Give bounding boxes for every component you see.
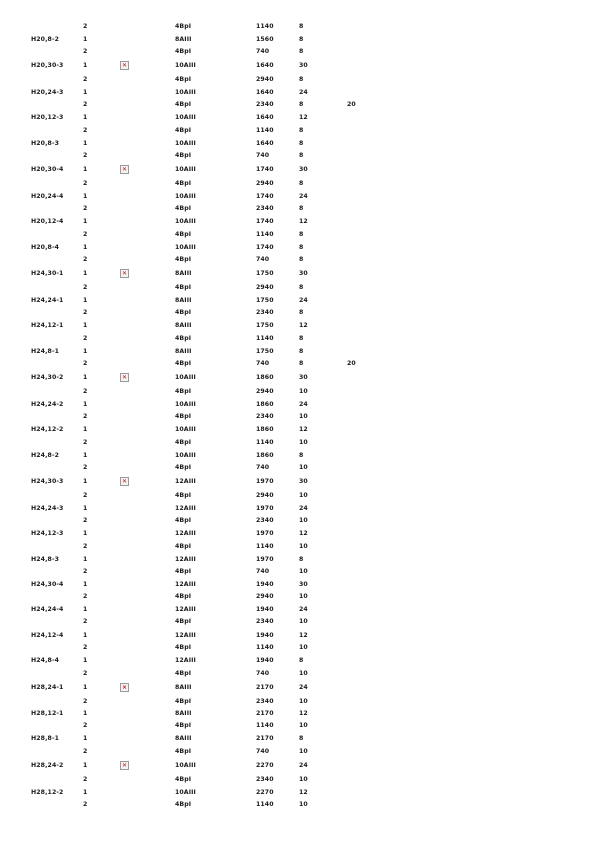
- row-part: 2: [83, 748, 88, 755]
- row-qty: 10: [299, 413, 308, 420]
- row-qty: 8: [299, 76, 304, 83]
- row-qty: 8: [299, 36, 304, 43]
- row-length: 1970: [256, 478, 274, 485]
- row-qty: 30: [299, 374, 308, 381]
- row-qty: 30: [299, 270, 308, 277]
- row-spec: 12AIII: [175, 478, 196, 485]
- row-qty: 10: [299, 670, 308, 677]
- row-spec: 10AIII: [175, 244, 196, 251]
- row-spec: 8AIII: [175, 348, 192, 355]
- row-length: 1860: [256, 374, 274, 381]
- row-qty: 8: [299, 231, 304, 238]
- row-part: 1: [83, 348, 88, 355]
- row-part: 1: [83, 322, 88, 329]
- row-qty: 8: [299, 256, 304, 263]
- row-length: 1740: [256, 193, 274, 200]
- row-qty: 8: [299, 48, 304, 55]
- row-qty: 8: [299, 360, 304, 367]
- row-qty: 10: [299, 543, 308, 550]
- row-qty: 8: [299, 735, 304, 742]
- row-spec: 8AIII: [175, 270, 192, 277]
- row-part: 1: [83, 374, 88, 381]
- row-spec: 4BpI: [175, 23, 192, 30]
- row-qty: 30: [299, 166, 308, 173]
- row-code: H24,8-3: [31, 556, 60, 563]
- row-qty: 8: [299, 309, 304, 316]
- broken-image-small-icon: [120, 683, 129, 692]
- row-code: H20,8-2: [31, 36, 60, 43]
- row-part: 1: [83, 297, 88, 304]
- row-part: 2: [83, 284, 88, 291]
- row-spec: 10AIII: [175, 218, 196, 225]
- row-qty: 8: [299, 140, 304, 147]
- row-qty: 12: [299, 632, 308, 639]
- row-length: 2940: [256, 593, 274, 600]
- row-part: 2: [83, 776, 88, 783]
- row-part: 1: [83, 270, 88, 277]
- row-spec: 4BpI: [175, 776, 192, 783]
- row-length: 2940: [256, 180, 274, 187]
- row-length: 1140: [256, 722, 274, 729]
- row-length: 1140: [256, 231, 274, 238]
- row-part: 1: [83, 244, 88, 251]
- row-code: H24,12-1: [31, 322, 64, 329]
- row-spec: 10AIII: [175, 374, 196, 381]
- row-length: 1740: [256, 244, 274, 251]
- row-code: H28,24-1: [31, 684, 64, 691]
- row-spec: 4BpI: [175, 309, 192, 316]
- row-code: H24,8-1: [31, 348, 60, 355]
- row-spec: 4BpI: [175, 205, 192, 212]
- row-part: 2: [83, 492, 88, 499]
- row-part: 1: [83, 762, 88, 769]
- row-length: 740: [256, 748, 270, 755]
- row-qty: 24: [299, 684, 308, 691]
- row-qty: 24: [299, 89, 308, 96]
- row-spec: 8AIII: [175, 735, 192, 742]
- row-length: 1970: [256, 556, 274, 563]
- broken-image-icon: [120, 269, 129, 278]
- row-qty: 10: [299, 439, 308, 446]
- row-length: 1970: [256, 505, 274, 512]
- row-length: 1750: [256, 297, 274, 304]
- broken-image-icon: [120, 61, 129, 70]
- broken-image-icon: [120, 761, 129, 770]
- row-part: 2: [83, 335, 88, 342]
- row-length: 740: [256, 568, 270, 575]
- row-part: 1: [83, 62, 88, 69]
- row-spec: 4BpI: [175, 464, 192, 471]
- row-part: 1: [83, 505, 88, 512]
- row-part: 1: [83, 166, 88, 173]
- row-qty: 8: [299, 556, 304, 563]
- broken-image-icon-glyph: ✕: [121, 270, 128, 277]
- row-length: 2340: [256, 776, 274, 783]
- row-length: 1140: [256, 644, 274, 651]
- row-length: 1750: [256, 348, 274, 355]
- row-qty: 8: [299, 348, 304, 355]
- row-code: H24,30-4: [31, 581, 64, 588]
- row-code: H20,12-4: [31, 218, 64, 225]
- row-length: 2940: [256, 492, 274, 499]
- row-spec: 8AIII: [175, 684, 192, 691]
- broken-image-icon-glyph: ✕: [121, 374, 128, 381]
- row-code: H24,12-4: [31, 632, 64, 639]
- row-length: 2270: [256, 789, 274, 796]
- row-part: 2: [83, 722, 88, 729]
- row-length: 1970: [256, 530, 274, 537]
- row-spec: 12AIII: [175, 530, 196, 537]
- row-code: H24,24-3: [31, 505, 64, 512]
- row-qty: 30: [299, 478, 308, 485]
- row-part: 1: [83, 789, 88, 796]
- row-part: 1: [83, 114, 88, 121]
- row-spec: 12AIII: [175, 632, 196, 639]
- row-qty: 8: [299, 657, 304, 664]
- row-qty: 10: [299, 801, 308, 808]
- row-spec: 10AIII: [175, 62, 196, 69]
- row-qty: 8: [299, 205, 304, 212]
- row-length: 1940: [256, 632, 274, 639]
- row-part: 2: [83, 801, 88, 808]
- row-code: H20,24-4: [31, 193, 64, 200]
- row-spec: 10AIII: [175, 762, 196, 769]
- row-spec: 4BpI: [175, 748, 192, 755]
- row-qty: 12: [299, 710, 308, 717]
- row-length: 1860: [256, 452, 274, 459]
- row-length: 2340: [256, 698, 274, 705]
- row-length: 2340: [256, 101, 274, 108]
- row-part: 2: [83, 670, 88, 677]
- row-length: 740: [256, 360, 270, 367]
- row-part: 1: [83, 632, 88, 639]
- row-length: 2340: [256, 618, 274, 625]
- row-part: 1: [83, 478, 88, 485]
- row-part: 2: [83, 127, 88, 134]
- row-spec: 12AIII: [175, 581, 196, 588]
- row-part: 2: [83, 618, 88, 625]
- row-part: 1: [83, 89, 88, 96]
- row-spec: 4BpI: [175, 670, 192, 677]
- broken-image-icon: [120, 477, 129, 486]
- row-length: 1560: [256, 36, 274, 43]
- row-length: 1860: [256, 426, 274, 433]
- row-length: 1740: [256, 218, 274, 225]
- row-length: 2940: [256, 76, 274, 83]
- row-spec: 4BpI: [175, 644, 192, 651]
- row-spec: 8AIII: [175, 322, 192, 329]
- row-part: 1: [83, 710, 88, 717]
- row-spec: 10AIII: [175, 114, 196, 121]
- row-qty: 8: [299, 284, 304, 291]
- row-spec: 4BpI: [175, 543, 192, 550]
- row-part: 2: [83, 205, 88, 212]
- row-spec: 10AIII: [175, 193, 196, 200]
- row-length: 1640: [256, 62, 274, 69]
- row-part: 2: [83, 698, 88, 705]
- row-length: 1140: [256, 23, 274, 30]
- row-part: 1: [83, 452, 88, 459]
- row-part: 1: [83, 581, 88, 588]
- row-spec: 4BpI: [175, 76, 192, 83]
- row-length: 2340: [256, 413, 274, 420]
- row-part: 1: [83, 401, 88, 408]
- row-qty: 24: [299, 606, 308, 613]
- row-qty: 30: [299, 62, 308, 69]
- row-length: 2340: [256, 309, 274, 316]
- row-length: 1140: [256, 439, 274, 446]
- row-spec: 10AIII: [175, 166, 196, 173]
- row-qty: 12: [299, 114, 308, 121]
- row-qty: 24: [299, 297, 308, 304]
- row-code: H20,24-3: [31, 89, 64, 96]
- row-spec: 4BpI: [175, 593, 192, 600]
- row-code: H28,12-1: [31, 710, 64, 717]
- row-part: 1: [83, 218, 88, 225]
- row-part: 2: [83, 644, 88, 651]
- row-spec: 4BpI: [175, 722, 192, 729]
- row-spec: 4BpI: [175, 180, 192, 187]
- row-extra: 20: [347, 101, 356, 108]
- row-qty: 10: [299, 618, 308, 625]
- row-part: 1: [83, 193, 88, 200]
- row-part: 2: [83, 464, 88, 471]
- row-part: 2: [83, 180, 88, 187]
- row-part: 2: [83, 439, 88, 446]
- row-spec: 4BpI: [175, 801, 192, 808]
- row-qty: 24: [299, 762, 308, 769]
- row-qty: 8: [299, 180, 304, 187]
- row-part: 1: [83, 606, 88, 613]
- row-qty: 12: [299, 426, 308, 433]
- row-length: 2170: [256, 684, 274, 691]
- row-spec: 4BpI: [175, 568, 192, 575]
- row-qty: 8: [299, 452, 304, 459]
- row-spec: 8AIII: [175, 710, 192, 717]
- row-code: H24,8-2: [31, 452, 60, 459]
- row-qty: 8: [299, 127, 304, 134]
- row-spec: 4BpI: [175, 413, 192, 420]
- row-part: 2: [83, 543, 88, 550]
- row-spec: 10AIII: [175, 140, 196, 147]
- row-code: H20,8-3: [31, 140, 60, 147]
- row-spec: 12AIII: [175, 505, 196, 512]
- row-spec: 4BpI: [175, 127, 192, 134]
- row-qty: 8: [299, 152, 304, 159]
- row-length: 2340: [256, 517, 274, 524]
- row-part: 2: [83, 517, 88, 524]
- row-spec: 12AIII: [175, 606, 196, 613]
- row-length: 1940: [256, 657, 274, 664]
- row-qty: 10: [299, 748, 308, 755]
- row-part: 2: [83, 593, 88, 600]
- row-code: H20,8-4: [31, 244, 60, 251]
- row-code: H24,24-1: [31, 297, 64, 304]
- row-qty: 24: [299, 193, 308, 200]
- row-length: 1140: [256, 127, 274, 134]
- row-code: H24,24-2: [31, 401, 64, 408]
- broken-image-icon: [120, 165, 129, 174]
- row-part: 2: [83, 231, 88, 238]
- row-spec: 8AIII: [175, 297, 192, 304]
- broken-image-icon-glyph: ✕: [121, 62, 128, 69]
- row-code: H28,24-2: [31, 762, 64, 769]
- row-spec: 4BpI: [175, 618, 192, 625]
- row-code: H20,30-4: [31, 166, 64, 173]
- row-extra: 20: [347, 360, 356, 367]
- row-part: 2: [83, 152, 88, 159]
- row-part: 1: [83, 140, 88, 147]
- row-qty: 10: [299, 593, 308, 600]
- broken-image-icon: [120, 373, 129, 382]
- row-code: H20,12-3: [31, 114, 64, 121]
- row-qty: 10: [299, 464, 308, 471]
- row-length: 1750: [256, 322, 274, 329]
- row-length: 2170: [256, 710, 274, 717]
- row-length: 1740: [256, 166, 274, 173]
- broken-image-icon-glyph: ✕: [121, 166, 128, 173]
- row-part: 2: [83, 101, 88, 108]
- row-length: 2940: [256, 388, 274, 395]
- row-code: H24,24-4: [31, 606, 64, 613]
- row-spec: 12AIII: [175, 657, 196, 664]
- row-qty: 12: [299, 789, 308, 796]
- row-qty: 8: [299, 244, 304, 251]
- row-code: H24,8-4: [31, 657, 60, 664]
- row-spec: 4BpI: [175, 492, 192, 499]
- row-code: H24,30-1: [31, 270, 64, 277]
- row-length: 2270: [256, 762, 274, 769]
- row-spec: 4BpI: [175, 101, 192, 108]
- row-code: H28,8-1: [31, 735, 60, 742]
- row-length: 1640: [256, 114, 274, 121]
- row-length: 1140: [256, 335, 274, 342]
- row-part: 1: [83, 36, 88, 43]
- row-qty: 10: [299, 517, 308, 524]
- row-code: H20,30-3: [31, 62, 64, 69]
- row-qty: 12: [299, 218, 308, 225]
- row-spec: 12AIII: [175, 556, 196, 563]
- row-spec: 10AIII: [175, 89, 196, 96]
- row-spec: 4BpI: [175, 335, 192, 342]
- row-spec: 4BpI: [175, 152, 192, 159]
- row-part: 2: [83, 76, 88, 83]
- row-length: 1140: [256, 801, 274, 808]
- row-part: 2: [83, 256, 88, 263]
- row-length: 740: [256, 256, 270, 263]
- row-code: H28,12-2: [31, 789, 64, 796]
- row-qty: 10: [299, 776, 308, 783]
- broken-image-icon-glyph: ✕: [121, 762, 128, 769]
- row-spec: 4BpI: [175, 48, 192, 55]
- row-length: 1860: [256, 401, 274, 408]
- row-qty: 10: [299, 492, 308, 499]
- row-qty: 8: [299, 335, 304, 342]
- row-length: 740: [256, 670, 270, 677]
- broken-image-small-icon-glyph: ×: [121, 684, 128, 691]
- row-part: 1: [83, 426, 88, 433]
- row-part: 1: [83, 735, 88, 742]
- row-qty: 10: [299, 388, 308, 395]
- row-spec: 4BpI: [175, 360, 192, 367]
- row-spec: 10AIII: [175, 426, 196, 433]
- row-qty: 30: [299, 581, 308, 588]
- row-part: 2: [83, 23, 88, 30]
- row-part: 1: [83, 556, 88, 563]
- row-part: 2: [83, 388, 88, 395]
- row-code: H24,12-2: [31, 426, 64, 433]
- row-part: 1: [83, 657, 88, 664]
- row-part: 2: [83, 360, 88, 367]
- row-length: 2940: [256, 284, 274, 291]
- row-code: H24,12-3: [31, 530, 64, 537]
- row-length: 1640: [256, 140, 274, 147]
- row-spec: 4BpI: [175, 284, 192, 291]
- row-spec: 4BpI: [175, 698, 192, 705]
- row-length: 1940: [256, 606, 274, 613]
- row-length: 1640: [256, 89, 274, 96]
- row-part: 2: [83, 413, 88, 420]
- row-code: H24,30-2: [31, 374, 64, 381]
- row-spec: 4BpI: [175, 231, 192, 238]
- row-qty: 10: [299, 568, 308, 575]
- row-spec: 10AIII: [175, 401, 196, 408]
- row-qty: 24: [299, 505, 308, 512]
- row-length: 1750: [256, 270, 274, 277]
- row-qty: 8: [299, 101, 304, 108]
- row-spec: 4BpI: [175, 256, 192, 263]
- row-qty: 24: [299, 401, 308, 408]
- row-part: 1: [83, 684, 88, 691]
- row-length: 2340: [256, 205, 274, 212]
- row-spec: 4BpI: [175, 439, 192, 446]
- row-part: 2: [83, 568, 88, 575]
- row-spec: 4BpI: [175, 517, 192, 524]
- row-qty: 12: [299, 322, 308, 329]
- row-length: 1940: [256, 581, 274, 588]
- row-length: 740: [256, 464, 270, 471]
- row-length: 740: [256, 152, 270, 159]
- row-part: 1: [83, 530, 88, 537]
- row-spec: 8AIII: [175, 36, 192, 43]
- row-length: 2170: [256, 735, 274, 742]
- row-qty: 8: [299, 23, 304, 30]
- row-part: 2: [83, 309, 88, 316]
- row-qty: 10: [299, 644, 308, 651]
- row-code: H24,30-3: [31, 478, 64, 485]
- row-spec: 4BpI: [175, 388, 192, 395]
- row-part: 2: [83, 48, 88, 55]
- row-length: 1140: [256, 543, 274, 550]
- row-spec: 10AIII: [175, 452, 196, 459]
- row-length: 740: [256, 48, 270, 55]
- row-qty: 10: [299, 722, 308, 729]
- row-qty: 12: [299, 530, 308, 537]
- row-spec: 10AIII: [175, 789, 196, 796]
- broken-image-icon-glyph: ✕: [121, 478, 128, 485]
- row-qty: 10: [299, 698, 308, 705]
